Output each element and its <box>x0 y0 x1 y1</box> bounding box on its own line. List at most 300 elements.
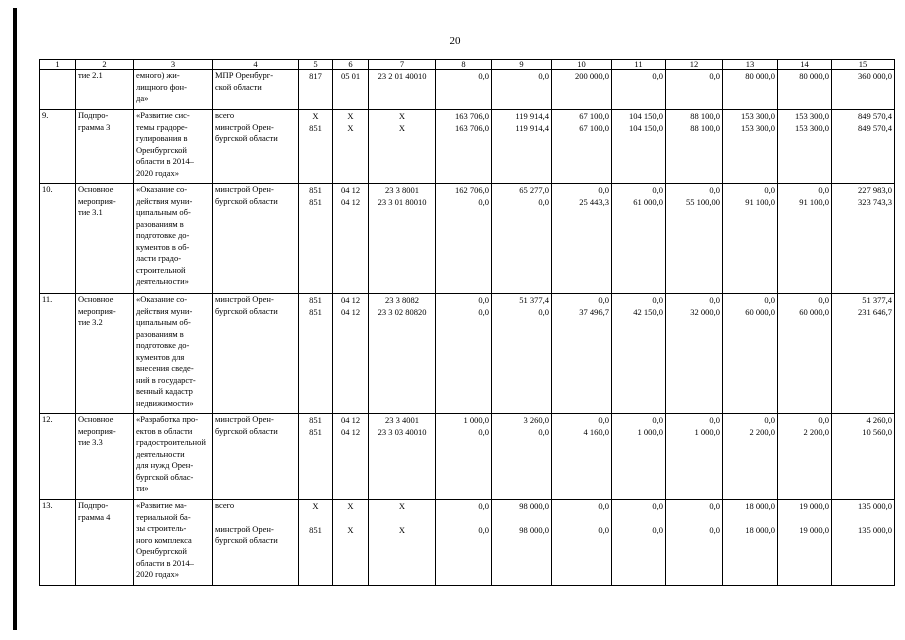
table-row <box>40 500 895 586</box>
value-line: 849 570,4 <box>858 123 892 133</box>
row-status-line: тие 3.1 <box>78 207 103 217</box>
value-cell-col8 <box>436 294 492 414</box>
header-cell-7: 7 <box>369 60 436 70</box>
row-name-line: венный кадастр <box>136 386 193 396</box>
row-name-line: недвижимости» <box>136 397 194 408</box>
row-executor <box>213 70 299 110</box>
value-cell-col10 <box>552 414 612 500</box>
value-cell-col9 <box>492 70 552 110</box>
value-line: 849 570,4 <box>858 111 892 121</box>
value-cell-col8 <box>436 500 492 586</box>
value-line: 23 3 01 80010 <box>377 197 427 207</box>
value-line: Х <box>347 111 354 121</box>
value-cell-col15 <box>832 184 895 294</box>
value-line: Х <box>398 123 406 133</box>
value-line: 851 <box>309 123 322 133</box>
value-line: 0,0 <box>478 307 489 317</box>
row-name-line: области в 2014– <box>136 156 194 166</box>
value-cell-col6 <box>333 500 369 586</box>
row-name-line: подготовке до- <box>136 230 190 240</box>
value-line: 0,0 <box>598 295 609 305</box>
value-line: 0,0 <box>764 295 775 305</box>
value-line: 1 000,0 <box>637 427 663 437</box>
row-name-line: кументов в об- <box>136 241 190 252</box>
row-status-line: тие 3.3 <box>78 437 103 447</box>
table-row <box>40 184 895 294</box>
row-status-line: Подпро- <box>78 500 109 510</box>
row-executor-line: минстрой Орен- <box>215 184 274 194</box>
value-line: 18 000,0 <box>745 501 775 511</box>
row-name-line: Оренбургской <box>136 144 187 155</box>
row-name-line: ласти градо- <box>136 253 182 263</box>
value-line: Х <box>347 525 354 535</box>
row-name-line: для нужд Орен- <box>136 460 194 470</box>
value-line: 80 000,0 <box>745 71 775 81</box>
value-cell-col6 <box>333 184 369 294</box>
header-cell-5: 5 <box>299 60 333 70</box>
value-line: 60 000,0 <box>745 307 775 317</box>
row-name-line: темы градоре- <box>136 121 188 132</box>
value-line: 0,0 <box>764 185 775 195</box>
table-row <box>40 294 895 414</box>
row-name-line: разованиям в <box>136 328 184 339</box>
value-cell-col15 <box>832 70 895 110</box>
value-line: 23 3 8001 <box>385 185 419 195</box>
row-status <box>76 70 134 110</box>
value-line: 0,0 <box>478 71 489 81</box>
value-line: 135 000,0 <box>858 501 892 511</box>
value-cell-col5 <box>299 500 333 586</box>
row-name <box>134 184 213 294</box>
row-executor-line: всего <box>215 500 235 510</box>
value-line: 4 160,0 <box>583 427 609 437</box>
value-line: 61 000,0 <box>633 197 663 207</box>
value-line: 0,0 <box>818 295 829 305</box>
value-line: 0,0 <box>818 415 829 425</box>
value-cell-col12 <box>666 70 723 110</box>
value-cell-col9 <box>492 184 552 294</box>
value-cell-col5 <box>299 70 333 110</box>
value-cell-col9 <box>492 110 552 184</box>
row-executor <box>213 110 299 184</box>
row-executor-line: бургской области <box>215 195 278 206</box>
row-status-line: Подпро- <box>78 110 109 120</box>
value-cell-col11 <box>612 500 666 586</box>
value-cell-col13 <box>723 70 778 110</box>
value-line: 851 <box>309 185 322 195</box>
row-number <box>40 70 76 110</box>
header-cell-4: 4 <box>213 60 299 70</box>
row-name-line: разованиям в <box>136 218 184 229</box>
value-line: 163 706,0 <box>455 111 489 121</box>
value-cell-col14 <box>778 294 832 414</box>
value-cell-col11 <box>612 414 666 500</box>
row-number: 10. <box>40 184 76 294</box>
value-cell-col10 <box>552 500 612 586</box>
value-cell-col10 <box>552 110 612 184</box>
row-status-line: мероприя- <box>78 195 116 206</box>
value-line: 80 000,0 <box>799 71 829 81</box>
row-status-line: мероприя- <box>78 305 116 316</box>
value-line: 153 300,0 <box>741 123 775 133</box>
value-cell-col13 <box>723 500 778 586</box>
value-line: 37 496,7 <box>579 307 609 317</box>
value-line: 67 100,0 <box>579 111 609 121</box>
value-line: 119 914,4 <box>515 111 549 121</box>
row-name-line: внесения сведе- <box>136 363 194 373</box>
row-name <box>134 110 213 184</box>
value-cell-col15 <box>832 110 895 184</box>
value-line: 04 12 <box>340 415 361 425</box>
value-line: 0,0 <box>478 427 489 437</box>
value-line: 0,0 <box>538 197 549 207</box>
value-line: 0,0 <box>652 501 663 511</box>
value-line: 0,0 <box>652 185 663 195</box>
value-line: 88 100,0 <box>690 111 720 121</box>
row-number: 12. <box>40 414 76 500</box>
value-cell-col8 <box>436 70 492 110</box>
value-cell-col14 <box>778 70 832 110</box>
row-name <box>134 70 213 110</box>
value-line: 10 560,0 <box>862 427 892 437</box>
value-line: Х <box>347 501 354 511</box>
row-name-line: лищного фон- <box>136 81 187 92</box>
value-line: 0,0 <box>538 71 549 81</box>
page-number: 20 <box>449 35 461 47</box>
row-name-line: гулирования в <box>136 133 188 143</box>
value-line: 98 000,0 <box>519 501 549 511</box>
value-cell-col5 <box>299 294 333 414</box>
header-cell-6: 6 <box>333 60 369 70</box>
row-status-line: грамма 3 <box>78 121 111 132</box>
value-cell-col7 <box>369 184 436 294</box>
value-cell-col6 <box>333 110 369 184</box>
value-cell-col12 <box>666 414 723 500</box>
row-name-line: зы строитель- <box>136 523 187 533</box>
row-executor <box>213 184 299 294</box>
value-cell-col11 <box>612 70 666 110</box>
value-line: 153 300,0 <box>795 111 829 121</box>
row-executor-line: бургской области <box>215 535 278 545</box>
value-line: 23 3 8082 <box>385 295 419 305</box>
row-name-line: ципальным об- <box>136 317 191 327</box>
value-line: 25 443,3 <box>579 197 609 207</box>
value-cell-col15 <box>832 414 895 500</box>
value-line: 0,0 <box>652 525 663 535</box>
value-line: 0,0 <box>818 185 829 195</box>
value-line: 18 000,0 <box>745 525 775 535</box>
row-executor <box>213 500 299 586</box>
value-line: 1 000,0 <box>463 415 489 425</box>
value-cell-col5 <box>299 184 333 294</box>
header-cell-3: 3 <box>134 60 213 70</box>
value-line: 104 150,0 <box>629 111 663 121</box>
value-line: 2 200,0 <box>803 427 829 437</box>
value-line: 119 914,4 <box>515 123 549 133</box>
row-status-line: грамма 4 <box>78 511 111 522</box>
value-line: 0,0 <box>538 427 549 437</box>
row-name <box>134 414 213 500</box>
row-name-line: деятельности» <box>136 276 189 286</box>
value-line: 3 260,0 <box>523 415 549 425</box>
row-executor-line: минстрой Орен- <box>215 414 274 424</box>
value-line: 91 100,0 <box>745 197 775 207</box>
value-line: 23 3 02 80820 <box>377 307 427 317</box>
header-cell-10: 10 <box>552 60 612 70</box>
value-cell-col11 <box>612 294 666 414</box>
row-status-line: мероприя- <box>78 425 116 436</box>
row-name-line: «Разработка про- <box>136 414 199 424</box>
value-line: 0,0 <box>478 295 489 305</box>
value-line: 0,0 <box>709 415 720 425</box>
row-executor-line: всего <box>215 110 235 120</box>
row-executor-line: ской области <box>215 81 262 92</box>
row-name-line: ектов в области <box>136 425 193 436</box>
table-row <box>40 110 895 184</box>
value-line: 0,0 <box>538 307 549 317</box>
row-name-line: Оренбургской <box>136 546 187 556</box>
row-name-line: «Развитие ма- <box>136 500 187 510</box>
value-cell-col6 <box>333 294 369 414</box>
row-name-line: ти» <box>136 483 149 493</box>
value-cell-col10 <box>552 184 612 294</box>
table-row <box>40 70 895 110</box>
value-cell-col9 <box>492 414 552 500</box>
row-executor-line: МПР Оренбург- <box>215 70 274 80</box>
value-line: 51 377,4 <box>519 295 549 305</box>
value-cell-col5 <box>299 110 333 184</box>
row-name-line: области в 2014– <box>136 557 194 568</box>
value-line: 67 100,0 <box>579 123 609 133</box>
row-status <box>76 110 134 184</box>
value-line: 05 01 <box>340 71 361 81</box>
value-line: 2 200,0 <box>749 427 775 437</box>
row-status-line: Основное <box>78 294 114 304</box>
value-line: 851 <box>309 307 322 317</box>
value-cell-col7 <box>369 414 436 500</box>
value-line: 04 12 <box>340 307 361 317</box>
value-line: Х <box>398 501 406 511</box>
budget-table <box>39 59 895 586</box>
header-cell-2: 2 <box>76 60 134 70</box>
value-line: 98 000,0 <box>519 525 549 535</box>
value-line: 153 300,0 <box>795 123 829 133</box>
row-name-line: действия муни- <box>136 305 193 316</box>
value-cell-col11 <box>612 184 666 294</box>
value-cell-col8 <box>436 110 492 184</box>
value-cell-col12 <box>666 110 723 184</box>
value-cell-col5 <box>299 414 333 500</box>
row-status <box>76 414 134 500</box>
value-line: 0,0 <box>598 501 609 511</box>
value-line: Х <box>312 501 319 511</box>
header-cell-1: 1 <box>40 60 76 70</box>
value-cell-col8 <box>436 414 492 500</box>
value-line: 91 100,0 <box>799 197 829 207</box>
value-cell-col14 <box>778 414 832 500</box>
header-cell-9: 9 <box>492 60 552 70</box>
value-line: 360 000,0 <box>858 71 892 81</box>
value-cell-col13 <box>723 414 778 500</box>
row-name-line: градостроительной <box>136 437 206 447</box>
value-line: 0,0 <box>709 501 720 511</box>
value-line: 0,0 <box>652 71 663 81</box>
row-status <box>76 294 134 414</box>
value-line: 817 <box>309 71 322 81</box>
value-line: 23 2 01 40010 <box>377 71 427 81</box>
value-line: 851 <box>309 525 322 535</box>
value-line: Х <box>347 123 354 133</box>
row-name-line: «Развитие сис- <box>136 110 190 120</box>
value-cell-col15 <box>832 294 895 414</box>
value-line: 04 12 <box>340 427 361 437</box>
row-name-line: 2020 годах» <box>136 167 180 178</box>
value-line: 0,0 <box>478 525 489 535</box>
value-line: 0,0 <box>598 525 609 535</box>
value-cell-col12 <box>666 294 723 414</box>
row-executor-line: минстрой Орен- <box>215 294 274 304</box>
row-name-line: кументов для <box>136 351 185 362</box>
value-line: 0,0 <box>478 501 489 511</box>
row-name-line: ного комплекса <box>136 534 192 545</box>
value-line: 0,0 <box>709 185 720 195</box>
value-cell-col12 <box>666 500 723 586</box>
value-line: 231 646,7 <box>858 307 892 317</box>
value-line: 60 000,0 <box>799 307 829 317</box>
row-number: 13. <box>40 500 76 586</box>
value-cell-col12 <box>666 184 723 294</box>
value-cell-col14 <box>778 500 832 586</box>
row-executor <box>213 294 299 414</box>
value-line: 0,0 <box>764 415 775 425</box>
value-line: 0,0 <box>709 525 720 535</box>
value-line: 65 277,0 <box>519 185 549 195</box>
row-name-line: действия муни- <box>136 195 193 206</box>
value-line: 04 12 <box>340 197 361 207</box>
row-name <box>134 294 213 414</box>
value-line: 227 983,0 <box>858 185 892 195</box>
page-edge-bar <box>13 8 17 630</box>
value-line: 0,0 <box>709 71 720 81</box>
row-name-line: 2020 годах» <box>136 569 180 579</box>
value-line: 323 743,3 <box>858 197 892 207</box>
row-status-line: тие 2.1 <box>78 70 103 80</box>
value-line: 0,0 <box>652 415 663 425</box>
header-cell-11: 11 <box>612 60 666 70</box>
value-line: 88 100,0 <box>690 123 720 133</box>
value-line: 163 706,0 <box>455 123 489 133</box>
value-cell-col11 <box>612 110 666 184</box>
row-executor-line: минстрой Орен- <box>215 121 274 132</box>
value-line: 0,0 <box>598 415 609 425</box>
value-line: 851 <box>309 197 322 207</box>
value-line: 51 377,4 <box>862 295 892 305</box>
row-status-line: Основное <box>78 184 114 194</box>
value-line: Х <box>398 111 406 121</box>
value-line: 851 <box>309 295 322 305</box>
row-executor-line: бургской области <box>215 305 278 316</box>
header-row <box>40 60 895 70</box>
row-name-line: емного) жи- <box>136 70 180 80</box>
value-cell-col13 <box>723 184 778 294</box>
value-line: 0,0 <box>652 295 663 305</box>
value-line: 135 000,0 <box>858 525 892 535</box>
value-cell-col7 <box>369 110 436 184</box>
value-line: 55 100,00 <box>686 197 720 207</box>
value-line: 153 300,0 <box>741 111 775 121</box>
value-line: 1 000,0 <box>694 427 720 437</box>
row-executor-line: бургской области <box>215 133 278 143</box>
value-cell-col13 <box>723 294 778 414</box>
row-number: 9. <box>40 110 76 184</box>
row-name-line: да» <box>136 93 149 103</box>
value-line: Х <box>398 525 406 535</box>
value-cell-col7 <box>369 500 436 586</box>
value-line: 0,0 <box>709 295 720 305</box>
table-body <box>40 60 895 586</box>
value-line: 23 3 03 40010 <box>377 427 427 437</box>
row-status-line: Основное <box>78 414 114 424</box>
row-name-line: строительной <box>136 264 186 275</box>
value-line: 104 150,0 <box>629 123 663 133</box>
value-line: 19 000,0 <box>799 525 829 535</box>
header-cell-15: 15 <box>832 60 895 70</box>
value-line: Х <box>312 111 319 121</box>
value-line: 04 12 <box>340 185 361 195</box>
row-name-line: деятельности <box>136 448 185 459</box>
value-cell-col8 <box>436 184 492 294</box>
value-line: 0,0 <box>598 185 609 195</box>
value-cell-col6 <box>333 414 369 500</box>
value-cell-col9 <box>492 294 552 414</box>
value-line: 04 12 <box>340 295 361 305</box>
value-cell-col7 <box>369 294 436 414</box>
row-name-line: ципальным об- <box>136 207 191 217</box>
value-cell-col9 <box>492 500 552 586</box>
row-executor-line: бургской области <box>215 425 278 436</box>
value-line: 162 706,0 <box>455 185 489 195</box>
value-line: 4 260,0 <box>866 415 892 425</box>
row-name-line: «Оказание со- <box>136 294 188 304</box>
row-name-line: подготовке до- <box>136 340 190 350</box>
value-line: 19 000,0 <box>799 501 829 511</box>
value-cell-col10 <box>552 294 612 414</box>
header-cell-8: 8 <box>436 60 492 70</box>
row-name-line: «Оказание со- <box>136 184 188 194</box>
row-executor-line: минстрой Орен- <box>215 523 274 534</box>
row-name-line: териальной ба- <box>136 511 191 522</box>
value-line: 851 <box>309 415 322 425</box>
row-name-line: ний в государст- <box>136 374 196 385</box>
row-name-line: бургской облас- <box>136 471 194 482</box>
header-cell-14: 14 <box>778 60 832 70</box>
row-status <box>76 184 134 294</box>
value-cell-col6 <box>333 70 369 110</box>
value-line: 23 3 4001 <box>385 415 419 425</box>
header-cell-12: 12 <box>666 60 723 70</box>
value-line: 0,0 <box>478 197 489 207</box>
row-number: 11. <box>40 294 76 414</box>
value-cell-col15 <box>832 500 895 586</box>
value-line: 32 000,0 <box>690 307 720 317</box>
value-cell-col14 <box>778 184 832 294</box>
row-name <box>134 500 213 586</box>
value-cell-col7 <box>369 70 436 110</box>
header-cell-13: 13 <box>723 60 778 70</box>
value-line: 851 <box>309 427 322 437</box>
value-cell-col14 <box>778 110 832 184</box>
row-executor <box>213 414 299 500</box>
